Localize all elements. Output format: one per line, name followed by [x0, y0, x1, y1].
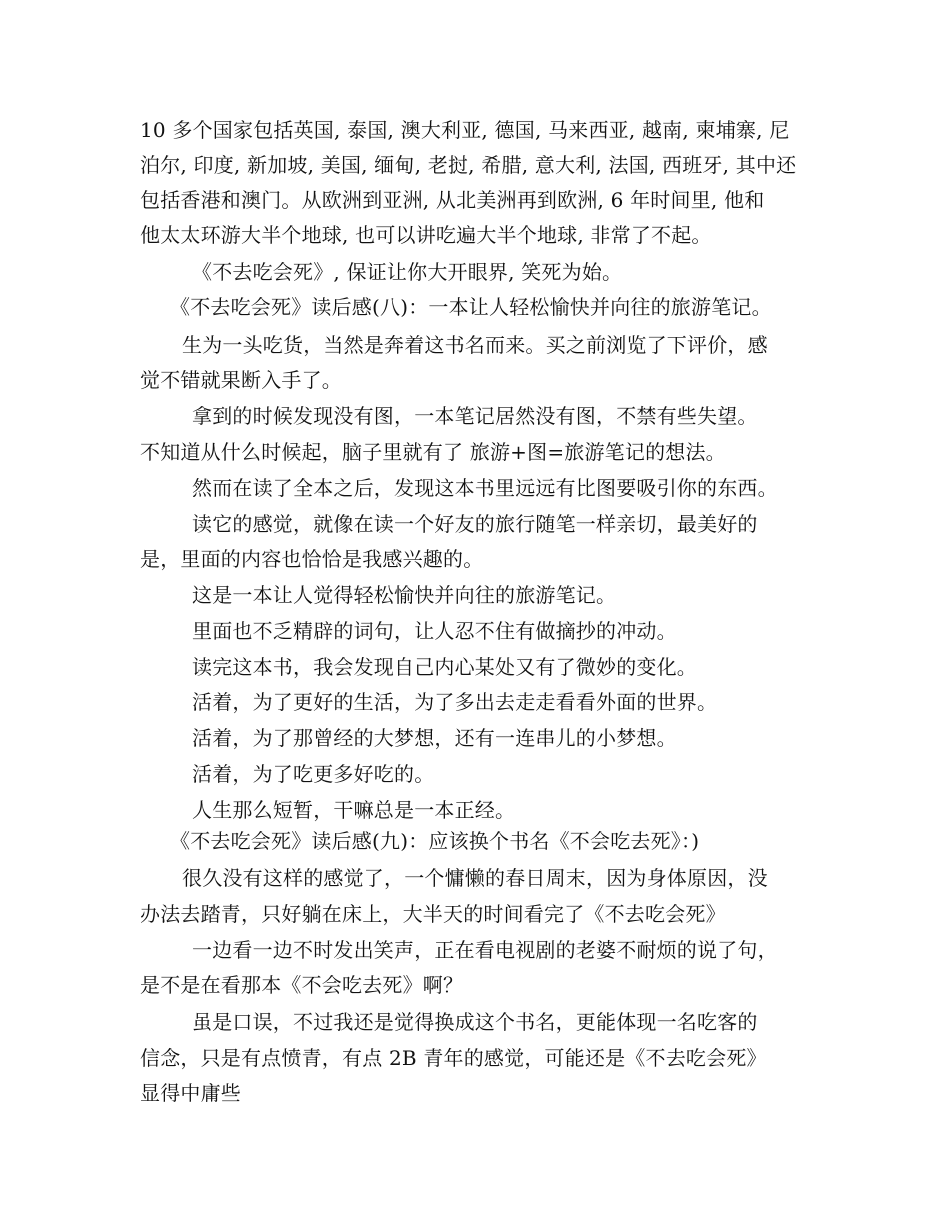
text-line: 觉不错就果断入手了。 — [140, 368, 342, 392]
text-line: 这是一本让人觉得轻松愉快并向往的旅游笔记。 — [192, 583, 617, 607]
text-line: 人生那么短暂，干嘛总是一本正经。 — [192, 798, 516, 822]
text-line: 然而在读了全本之后，发现这本书里远远有比图要吸引你的东西。 — [192, 476, 778, 500]
text-line: 包括香港和澳门。从欧洲到亚洲, 从北美洲再到欧洲, 6 年时间里, 他和 — [140, 188, 765, 212]
text-line: 读它的感觉，就像在读一个好友的旅行随笔一样亲切，最美好的 — [192, 512, 758, 536]
text-line: 泊尔, 印度, 新加坡, 美国, 缅甸, 老挝, 希腊, 意大利, 法国, 西班牙, 其中还 — [140, 153, 797, 177]
text-line: 活着，为了更好的生活，为了多出去走走看看外面的世界。 — [192, 690, 718, 714]
text-line: 办法去踏青，只好躺在床上，大半天的时间看完了《不去吃会死》 — [140, 902, 726, 926]
section-heading: 《不去吃会死》读后感(九)：应该换个书名《不会吃去死》：) — [170, 829, 700, 853]
text-line: 里面也不乏精辟的词句，让人忍不住有做摘抄的冲动。 — [192, 619, 677, 643]
text-line: 是不是在看那本《不会吃去死》啊？ — [140, 973, 464, 997]
text-line: 不知道从什么时候起，脑子里就有了 旅游+图=旅游笔记的想法。 — [140, 440, 726, 464]
text-line: 活着，为了那曾经的大梦想，还有一连串儿的小梦想。 — [192, 726, 677, 750]
text-line: 是，里面的内容也恰恰是我感兴趣的。 — [140, 547, 484, 571]
text-line: 读完这本书，我会发现自己内心某处又有了微妙的变化。 — [192, 655, 697, 679]
text-line: 拿到的时候发现没有图，一本笔记居然没有图，不禁有些失望。 — [192, 404, 758, 428]
text-line: 活着，为了吃更多好吃的。 — [192, 762, 435, 786]
text-line: 显得中庸些 — [140, 1081, 241, 1105]
text-line: 信念，只是有点愤青，有点 2B 青年的感觉，可能还是《不去吃会死》 — [140, 1046, 767, 1070]
text-line: 虽是口误，不过我还是觉得换成这个书名，更能体现一名吃客的 — [192, 1010, 758, 1034]
section-heading: 《不去吃会死》读后感(八)：一本让人轻松愉快并向往的旅游笔记。 — [170, 295, 772, 319]
text-line: 《不去吃会死》, 保证让你大开眼界, 笑死为始。 — [192, 260, 623, 284]
text-line: 生为一头吃货，当然是奔着这书名而来。买之前浏览了下评价，感 — [182, 333, 768, 357]
text-line: 他太太环游大半个地球, 也可以讲吃遍大半个地球, 非常了不起。 — [140, 223, 712, 247]
text-line: 10 多个国家包括英国, 泰国, 澳大利亚, 德国, 马来西亚, 越南, 柬埔寨, 尼 — [140, 118, 790, 142]
text-line: 一边看一边不时发出笑声，正在看电视剧的老婆不耐烦的说了句， — [192, 938, 778, 962]
text-line: 很久没有这样的感觉了，一个慵懒的春日周末，因为身体原因，没 — [182, 866, 768, 890]
